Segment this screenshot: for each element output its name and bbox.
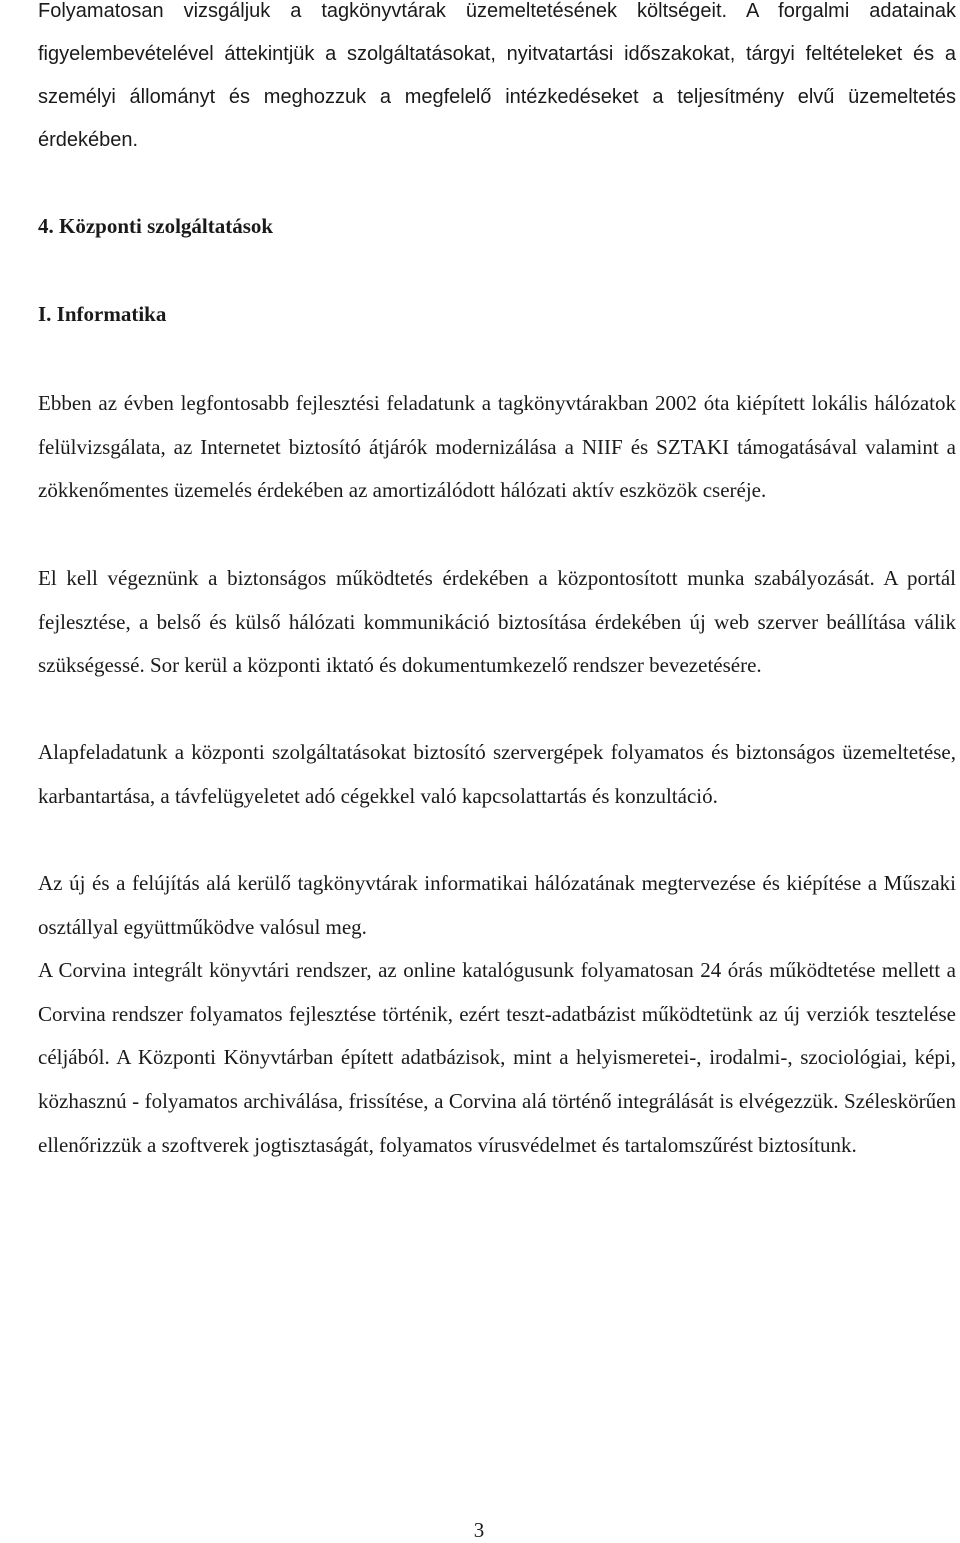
document-page (38, 0, 956, 1543)
body-paragraph: Alapfeladatunk a központi szolgáltatásokat biztosító szervergépek folyamatos és biztonságos üzemeltetése, karbantartása, a távfelügyeletet adó cégekkel való kapcsolattartás és konzultáció. (38, 740, 956, 808)
body-paragraph: El kell végeznünk a biztonságos működtetés érdekében a központosított munka szabályozását. A portál fejlesztése, a belső és külső hálózati kommunikáció biztosítása érdekében új web szerver beállítása válik szükségessé. Sor kerül a központi iktató és dokumentumkezelő rendszer bevezetésére. (38, 566, 956, 678)
subsection-heading: I. Informatika (38, 302, 167, 326)
page-number: 3 (473, 1518, 485, 1542)
section-heading: 4. Központi szolgáltatások (38, 214, 274, 238)
intro-paragraph: Folyamatosan vizsgáljuk a tagkönyvtárak üzemeltetésének költségeit. A forgalmi adatainak figyelembevételével áttekintjük a szolgáltatásokat, nyitvatartási időszakokat, tárgyi feltételeket és a személyi állományt és meghozzuk a megfelelő intézkedéseket a teljesítmény elvű üzemeltetés érdekében. (38, 0, 956, 151)
body-paragraph: Az új és a felújítás alá kerülő tagkönyvtárak informatikai hálózatának megtervezése és kiépítése a Műszaki osztállyal együttműködve valósul meg. (38, 871, 956, 939)
body-paragraph: Ebben az évben legfontosabb fejlesztési feladatunk a tagkönyvtárakban 2002 óta kiépített lokális hálózatok felülvizsgálata, az Internetet biztosító átjárók modernizálása a NIIF és SZTAKI támogatásával valamint a zökkenőmentes üzemelés érdekében az amortizálódott hálózati aktív eszközök cseréje. (38, 391, 956, 503)
body-paragraph: A Corvina integrált könyvtári rendszer, az online katalógusunk folyamatosan 24 órás működtetése mellett a Corvina rendszer folyamatos fejlesztése történik, ezért teszt-adatbázist működtetünk az új verziók tesztelése céljából. A Központi Könyvtárban épített adatbázisok, mint a helyismeretei-, irodalmi-, szociológiai, képi, közhasznú - folyamatos archiválása, frissítése, a Corvina alá történő integrálását is elvégezzük. Széleskörűen ellenőrizzük a szoftverek jogtisztaságát, folyamatos vírusvédelmet és tartalomszűrést biztosítunk. (38, 958, 956, 1157)
